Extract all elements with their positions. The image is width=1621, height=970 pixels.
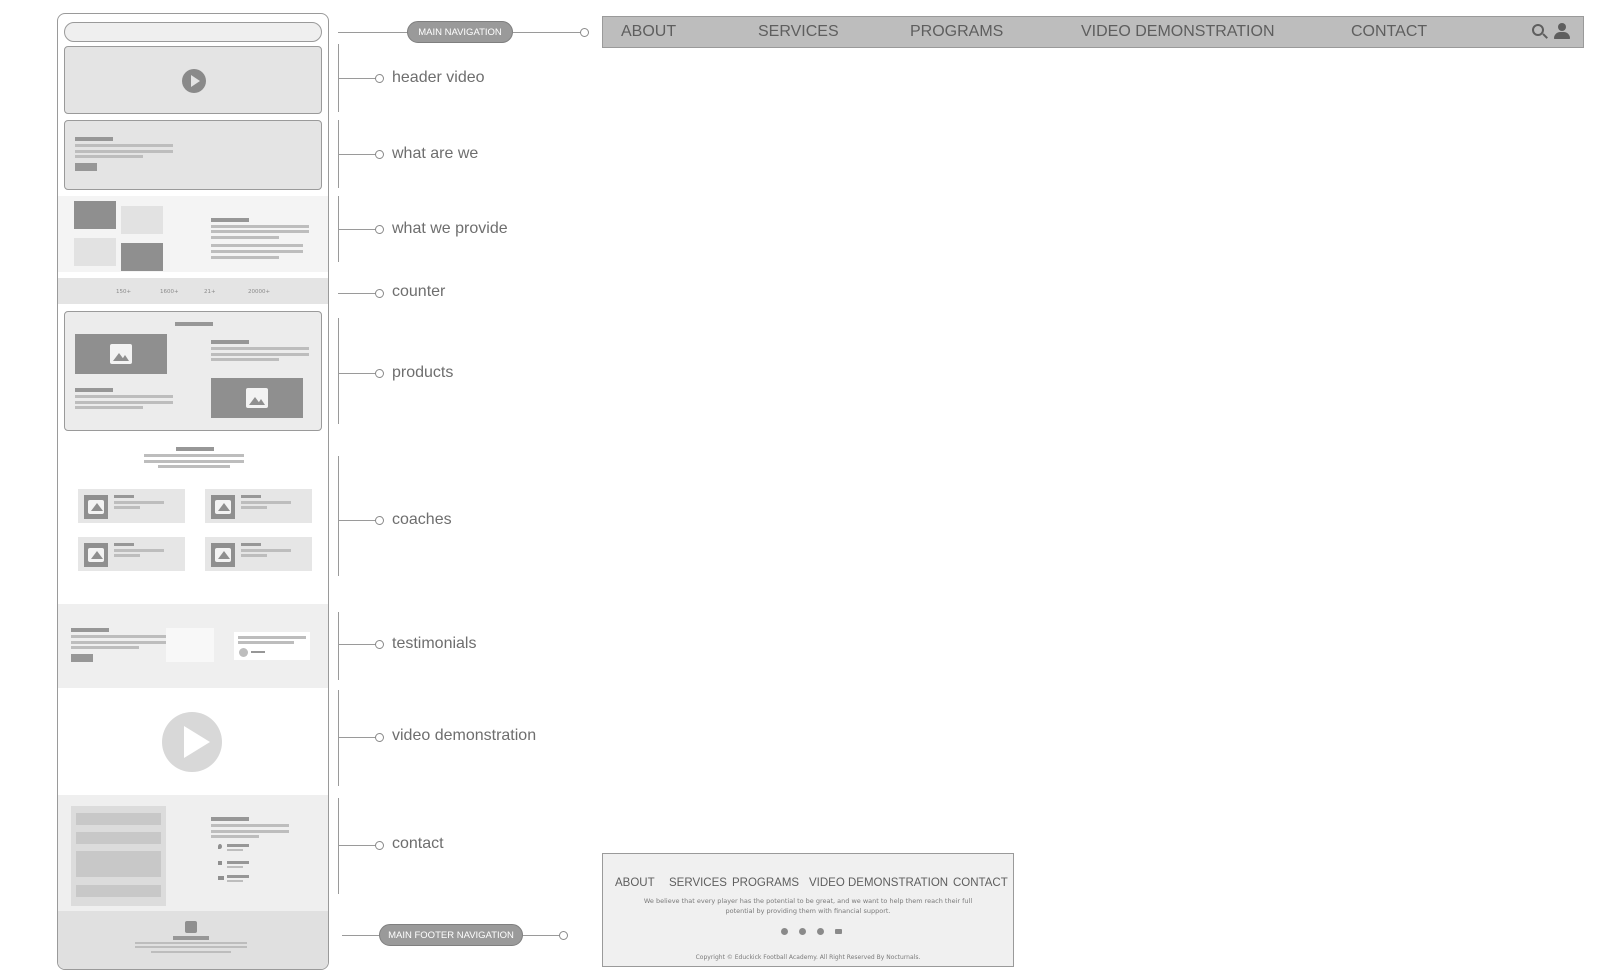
nav-item-contact[interactable]: CONTACT xyxy=(1351,23,1428,40)
wire-navbar xyxy=(64,22,322,42)
connector-line xyxy=(338,229,378,230)
location-icon xyxy=(218,844,222,849)
section-label-video-demonstration: video demonstration xyxy=(392,727,537,744)
connector-line xyxy=(342,935,380,936)
image-icon xyxy=(88,548,104,562)
coach-card xyxy=(205,537,312,571)
section-label-coaches: coaches xyxy=(392,511,452,528)
bracket-line xyxy=(338,612,339,680)
image-icon xyxy=(215,500,231,514)
footer-item-contact[interactable]: CONTACT xyxy=(953,877,1008,889)
connector-dot xyxy=(580,28,589,37)
counter-value: 1600+ xyxy=(160,289,179,295)
connector-dot xyxy=(375,289,384,298)
wire-what-we-provide xyxy=(58,196,328,272)
connector-line xyxy=(338,373,378,374)
image-icon xyxy=(88,500,104,514)
section-label-what-we-provide: what we provide xyxy=(392,220,508,237)
section-label-contact: contact xyxy=(392,835,444,852)
coach-card xyxy=(78,489,185,523)
main-footer xyxy=(602,853,1014,967)
nav-item-programs[interactable]: PROGRAMS xyxy=(910,23,1004,40)
footer-copyright: Copyright © Educkick Football Academy. All Right Reserved By Nocturnals. xyxy=(695,954,921,961)
connector-dot xyxy=(375,841,384,850)
section-label-products: products xyxy=(392,364,454,381)
wire-footer xyxy=(58,911,328,970)
footer-item-services[interactable]: SERVICES xyxy=(669,877,727,889)
bracket-line xyxy=(338,318,339,424)
connector-dot xyxy=(375,369,384,378)
footer-item-about[interactable]: ABOUT xyxy=(615,877,655,889)
avatar-icon xyxy=(239,648,248,657)
mail-icon xyxy=(218,876,224,880)
footer-item-programs[interactable]: PROGRAMS xyxy=(732,877,800,889)
connector-dot xyxy=(559,931,568,940)
connector-dot xyxy=(375,225,384,234)
main-navigation-pill: MAIN NAVIGATION xyxy=(407,21,513,43)
connector-line xyxy=(513,32,581,33)
nav-item-about[interactable]: ABOUT xyxy=(621,23,677,40)
wire-counter xyxy=(58,278,328,304)
connector-dot xyxy=(375,516,384,525)
connector-line xyxy=(338,154,378,155)
facebook-icon[interactable] xyxy=(799,928,806,935)
footer-description: We believe that every player has the potential to be great, and we want to help them reach their full potential by providing them with financial support. xyxy=(643,897,973,915)
image-icon xyxy=(246,388,268,408)
main-footer-navigation-pill: MAIN FOOTER NAVIGATION xyxy=(379,924,523,946)
connector-dot xyxy=(375,150,384,159)
counter-value: 20000+ xyxy=(248,289,271,295)
footer-item-video-demonstration[interactable]: VIDEO DEMONSTRATION xyxy=(809,877,949,889)
wire-video-demonstration xyxy=(58,690,328,794)
twitter-icon[interactable] xyxy=(817,928,824,935)
wire-contact xyxy=(58,795,328,911)
section-label-header-video: header video xyxy=(392,69,485,86)
connector-dot xyxy=(375,640,384,649)
main-navigation-bar xyxy=(602,16,1584,48)
section-label-testimonials: testimonials xyxy=(392,635,477,652)
connector-line xyxy=(338,293,378,294)
connector-line xyxy=(338,845,378,846)
search-icon[interactable] xyxy=(1532,24,1544,36)
connector-line xyxy=(338,737,378,738)
bracket-line xyxy=(338,456,339,576)
connector-line xyxy=(338,32,408,33)
wire-coaches xyxy=(58,438,328,590)
wire-what-are-we xyxy=(64,120,322,190)
connector-line xyxy=(338,520,378,521)
section-label-what-are-we: what are we xyxy=(392,145,479,162)
play-icon xyxy=(162,712,222,772)
connector-line xyxy=(338,78,378,79)
nav-item-video-demonstration[interactable]: VIDEO DEMONSTRATION xyxy=(1081,23,1275,40)
connector-line xyxy=(338,644,378,645)
instagram-icon[interactable] xyxy=(781,928,788,935)
wire-testimonials xyxy=(58,604,328,688)
page-wireframe xyxy=(57,13,329,970)
connector-dot xyxy=(375,74,384,83)
user-icon[interactable] xyxy=(1554,23,1570,41)
image-icon xyxy=(215,548,231,562)
counter-value: 21+ xyxy=(204,289,216,295)
section-label-counter: counter xyxy=(392,283,446,300)
play-icon xyxy=(182,69,206,93)
wire-products xyxy=(64,311,322,431)
email-icon[interactable] xyxy=(835,929,842,934)
phone-icon xyxy=(218,861,222,865)
coach-card xyxy=(205,489,312,523)
wire-header-video xyxy=(64,46,322,114)
counter-value: 150+ xyxy=(116,289,132,295)
connector-dot xyxy=(375,733,384,742)
coach-card xyxy=(78,537,185,571)
image-icon xyxy=(110,344,132,364)
connector-line xyxy=(523,935,561,936)
nav-item-services[interactable]: SERVICES xyxy=(758,23,839,40)
